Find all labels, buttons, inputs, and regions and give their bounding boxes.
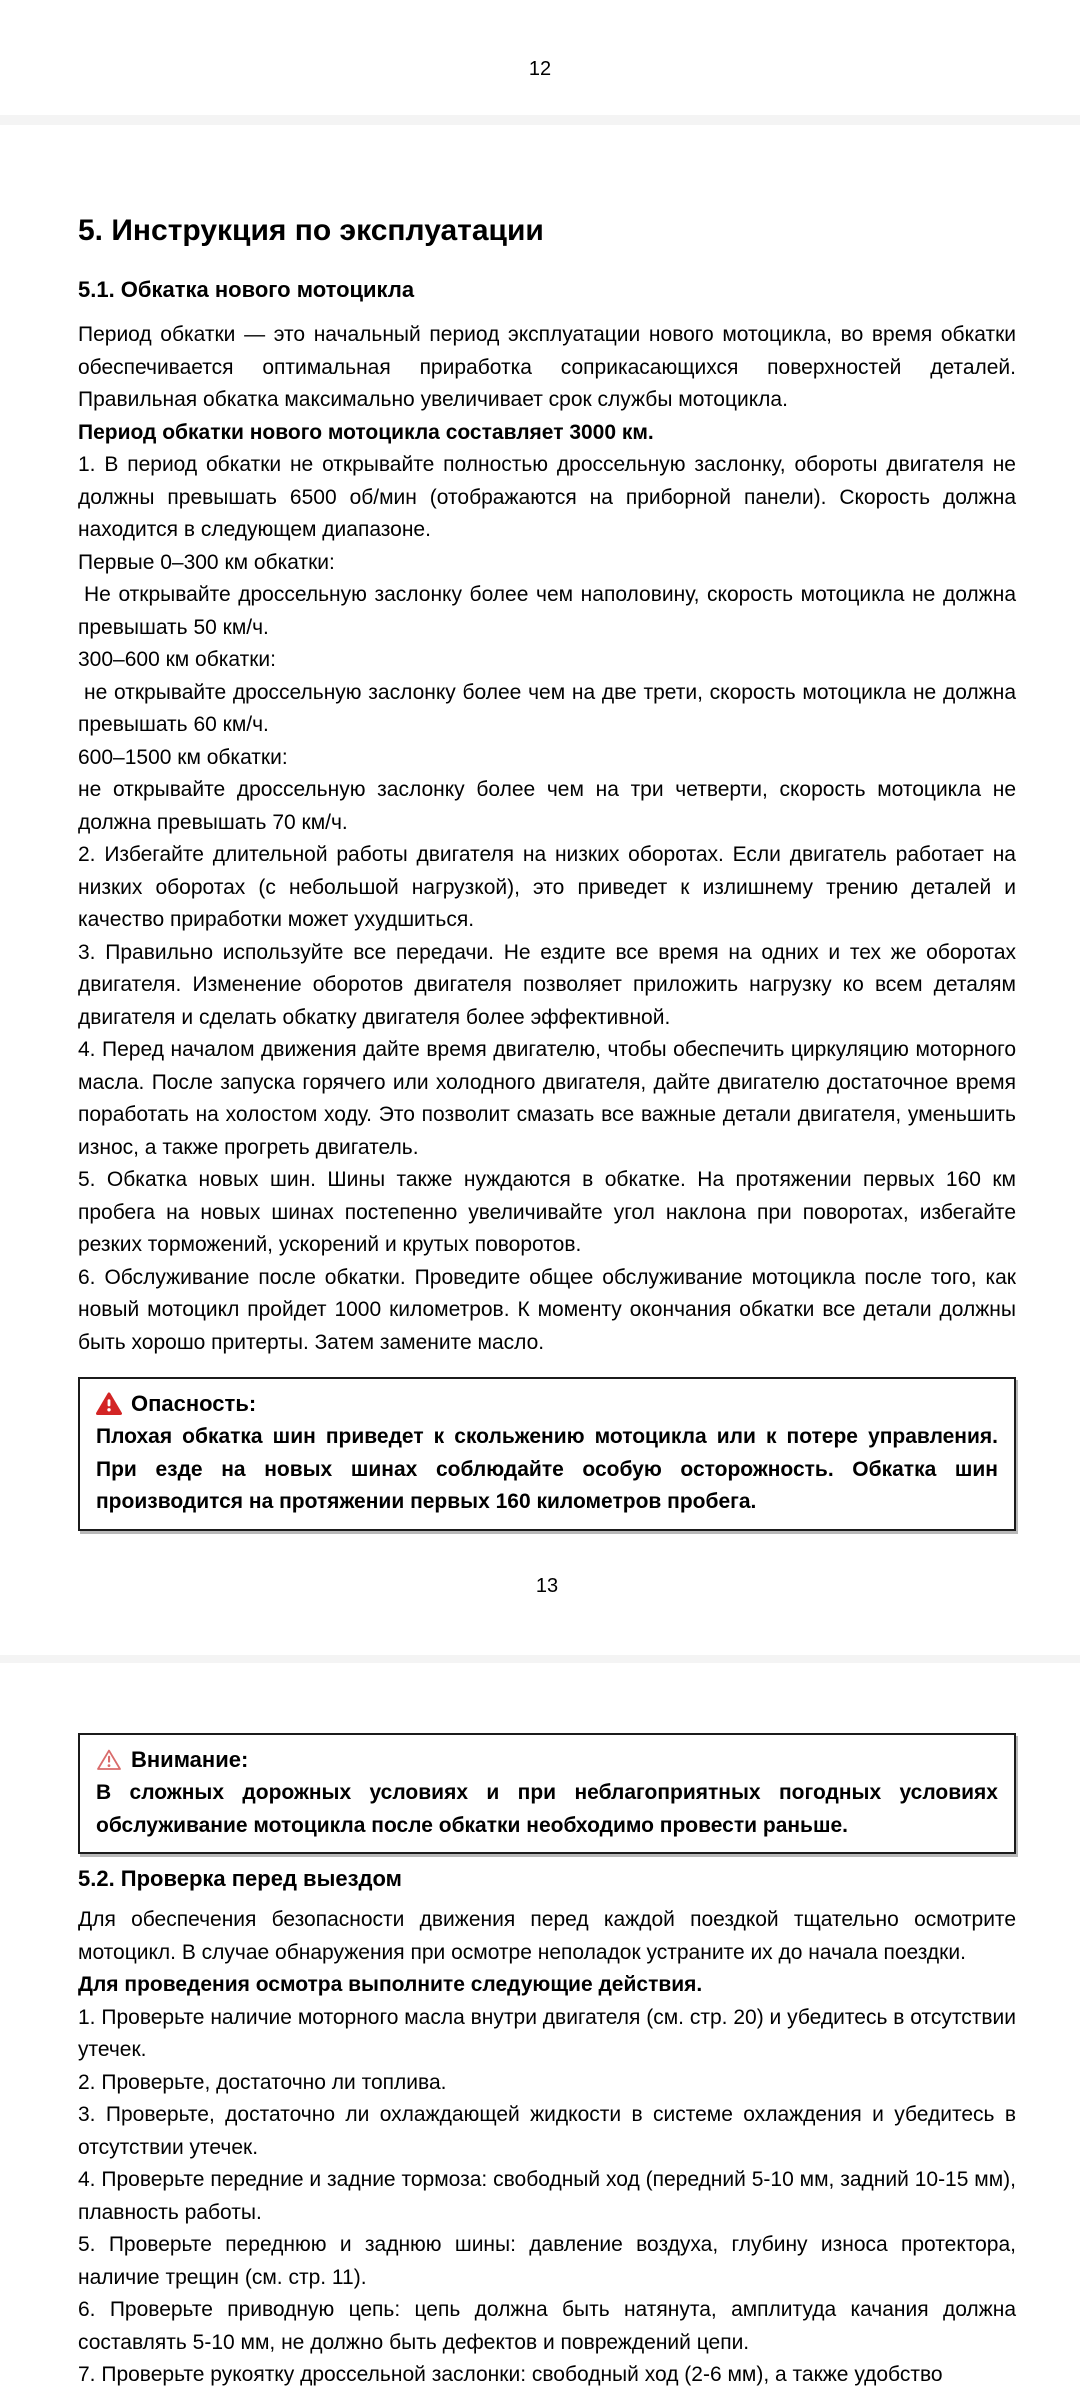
danger-box-title: Опасность: xyxy=(131,1391,257,1416)
paragraph: Период обкатки нового мотоцикла составляет 3000 км. xyxy=(78,420,654,444)
paragraph: 6. Обслуживание после обкатки. Проведите общее обслуживание мотоцикла после того, как новый мотоцикл пройдет 1000 километров. К моменту окончания обкатки все детали должны быть хорошо притерты. Затем замените масло. xyxy=(78,1265,1016,1354)
warning-triangle-filled-icon xyxy=(96,1392,122,1416)
paragraph: 600–1500 км обкатки: xyxy=(78,745,288,769)
paragraph: 1. Проверьте наличие моторного масла внутри двигателя (см. стр. 20) и убедитесь в отсутствии утечек. xyxy=(78,2005,1016,2061)
attention-box xyxy=(78,1733,1016,1854)
paragraph: 4. Проверьте передние и задние тормоза: свободный ход (передний 5-10 мм, задний 10-15 мм), плавность работы. xyxy=(78,2168,1016,2224)
subsection-heading-5-2: 5.2. Проверка перед выездом xyxy=(78,1866,402,1891)
page-14 xyxy=(0,1663,1080,2400)
paragraph: 300–600 км обкатки: xyxy=(78,648,276,671)
page-14-paragraphs xyxy=(78,1904,1016,2392)
attention-box-header xyxy=(96,1743,998,1777)
paragraph: Первые 0–300 км обкатки: xyxy=(78,550,335,574)
attention-box-text: В сложных дорожных условиях и при неблагоприятных погодных условиях обслуживание мотоцикла после обкатки необходимо провести раньше. xyxy=(96,1781,998,1837)
paragraph: 5. Обкатка новых шин. Шины также нуждаются в обкатке. На протяжении первых 160 км пробега на новых шинах постепенно увеличивайте угол наклона при поворотах, избегайте резких торможений, ускорений и крутых поворотов. xyxy=(78,1168,1016,1256)
paragraph: 3. Проверьте, достаточно ли охлаждающей жидкости в системе охлаждения и убедитесь в отсутствии утечек. xyxy=(78,2103,1016,2159)
section-heading: 5. Инструкция по эксплуатации xyxy=(78,214,544,247)
paragraph: 2. Избегайте длительной работы двигателя на низких оборотах. Если двигатель работает на низких оборотах (с небольшой нагрузкой), это приведет к излишнему трению деталей и качество приработки может ухудшиться. xyxy=(78,843,1016,931)
page-separator xyxy=(0,115,1080,125)
paragraph: Для проведения осмотра выполните следующие действия. xyxy=(78,1973,703,1996)
page-number-13: 13 xyxy=(535,1574,559,1597)
paragraph: 1. В период обкатки не открывайте полностью дроссельную заслонку, обороты двигателя не должны превышать 6500 об/мин (отображаются на приборной панели). Скорость должна находится в следующем диапазоне. xyxy=(78,453,1016,541)
danger-box-text: Плохая обкатка шин приведет к скольжению мотоцикла или к потере управления. При езде на новых шинах соблюдайте особую осторожность. Обкатка шин производится на протяжении первых 160 километров пробега. xyxy=(96,1425,998,1513)
paragraph: 6. Проверьте приводную цепь: цепь должна быть натянута, амплитуда качания должна составлять 5-10 мм, не должно быть дефектов и повреждений цепи. xyxy=(78,2298,1016,2354)
paragraph: Период обкатки — это начальный период эксплуатации нового мотоцикла, во время обкатки обеспечивается оптимальная приработка соприкасающихся поверхностей деталей. Правильная обкатка максимально увеличивает срок службы мотоцикла. xyxy=(78,323,1016,411)
page-12-bottom xyxy=(0,0,1080,115)
paragraph: Не открывайте дроссельную заслонку более чем наполовину, скорость мотоцикла не должна превышать 50 км/ч. xyxy=(78,583,1016,639)
paragraph: не открывайте дроссельную заслонку более чем на три четверти, скорость мотоцикла не должна превышать 70 км/ч. xyxy=(78,778,1016,834)
danger-box-header xyxy=(96,1387,998,1421)
attention-box-title: Внимание: xyxy=(131,1747,249,1772)
warning-triangle-outline-icon xyxy=(96,1748,122,1772)
paragraph: 5. Проверьте переднюю и заднюю шины: давление воздуха, глубину износа протектора, наличие трещин (см. стр. 11). xyxy=(78,2233,1016,2289)
paragraph: не открывайте дроссельную заслонку более чем на две трети, скорость мотоцикла не должна превышать 60 км/ч. xyxy=(78,680,1016,736)
danger-box xyxy=(78,1377,1016,1531)
paragraph: 2. Проверьте, достаточно ли топлива. xyxy=(78,2070,447,2094)
paragraph: 4. Перед началом движения дайте время двигателю, чтобы обеспечить циркуляцию моторного масла. После запуска горячего или холодного двигателя, дайте двигателю достаточное время поработать на холостом ходу. Это позволит смазать все важные детали двигателя, уменьшить износ, а также прогреть двигатель. xyxy=(78,1038,1016,1159)
page-separator xyxy=(0,1655,1080,1663)
page-13-paragraphs xyxy=(78,319,1016,1359)
page-13 xyxy=(0,125,1080,1655)
paragraph: Для обеспечения безопасности движения перед каждой поездкой тщательно осмотрите мотоцикл. В случае обнаружения при осмотре неполадок устраните их до начала поездки. xyxy=(78,1908,1016,1964)
subsection-heading-5-1: 5.1. Обкатка нового мотоцикла xyxy=(78,277,415,302)
paragraph: 3. Правильно используйте все передачи. Не ездите все время на одних и тех же оборотах двигателя. Изменение оборотов двигателя позволяет приложить нагрузку ко всем деталям двигателя и сделать обкатку двигателя более эффективной. xyxy=(78,940,1016,1029)
paragraph: 7. Проверьте рукоятку дроссельной заслонки: свободный ход (2-6 мм), а также удобство xyxy=(78,2363,943,2386)
page-number-12: 12 xyxy=(528,58,552,80)
